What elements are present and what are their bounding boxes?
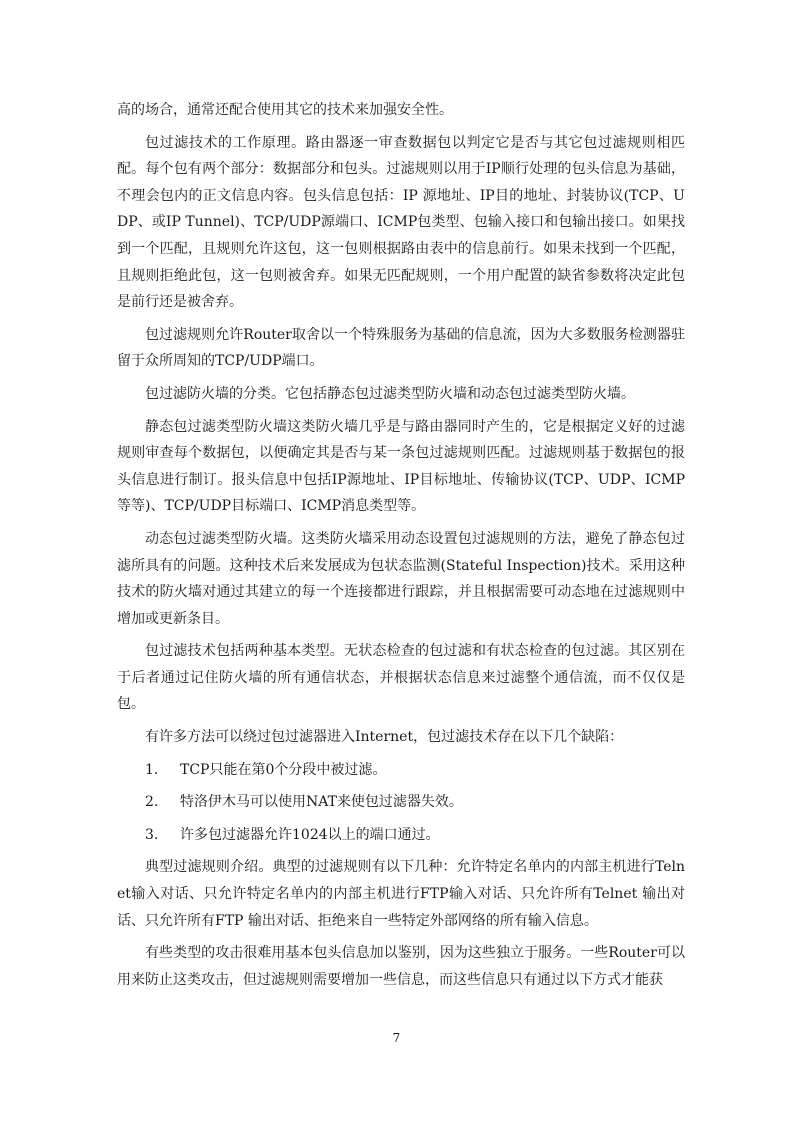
list-item-text: 特洛伊木马可以使用NAT来使包过滤器失效。: [180, 794, 463, 811]
paragraph: 有许多方法可以绕过包过滤器进入Internet，包过滤技术存在以下几个缺陷：: [145, 729, 624, 746]
list-item: [117, 757, 685, 784]
list-item: [117, 822, 685, 849]
paragraph: 包过滤技术包括两种基本类型。无状态检查的包过滤和有状态检查的包过滤。其区别在于后者通过记住防火墙的所有通信状态，并根据状态信息来过滤整个通信流，而不仅仅是包。: [117, 643, 685, 713]
paragraph: 典型过滤规则介绍。典型的过滤规则有以下几种：允许特定名单内的内部主机进行Telnet输入对话、只允许特定名单内的内部主机进行FTP输入对话、只允许所有Telnet 输出对话、只允许所有FTP 输出对话、拒绝来自一些特定外部网络的所有输入信息。: [117, 859, 685, 929]
paragraph: 有些类型的攻击很难用基本包头信息加以鉴别，因为这些独立于服务。一些Router可以用来防止这类攻击，但过滤规则需要增加一些信息，而这些信息只有通过以下方式才能获: [117, 945, 685, 988]
paragraph: 包过滤防火墙的分类。它包括静态包过滤类型防火墙和动态包过滤类型防火墙。: [145, 385, 635, 402]
page-number: 7: [392, 1031, 401, 1045]
body-text-before-list: [117, 97, 685, 751]
numbered-list: [117, 757, 685, 849]
paragraph: 高的场合，通常还配合使用其它的技术来加强安全性。: [117, 102, 453, 118]
paragraph: 静态包过滤类型防火墙这类防火墙几乎是与路由器同时产生的，它是根据定义好的过滤规则审查每个数据包，以便确定其是否与某一条包过滤规则匹配。过滤规则基于数据包的报头信息进行制订。报头信息中包括IP源地址、IP目标地址、传输协议(TCP、UDP、ICMP等等)、TCP/UDP目标端口、ICMP消息类型等。: [117, 418, 685, 515]
list-item: [117, 789, 685, 816]
list-item-text: 许多包过滤器允许1024以上的端口通过。: [180, 826, 440, 843]
paragraph: 包过滤规则允许Router取舍以一个特殊服务为基础的信息流，因为大多数服务检测器驻留于众所周知的TCP/UDP端口。: [117, 326, 685, 370]
list-item-text: TCP只能在第0个分段中被过滤。: [180, 761, 387, 778]
list-item-number: 1.: [145, 761, 159, 778]
paragraph: 动态包过滤类型防火墙。这类防火墙采用动态设置包过滤规则的方法，避免了静态包过滤所具有的问题。这种技术后来发展成为包状态监测(Stateful Inspection)技术。采用这种技术的防火墙对通过其建立的每一个连接都进行跟踪，并且根据需要可动态地在过滤规则中增加或更新条目。: [117, 530, 685, 627]
list-item-number: 3.: [145, 826, 159, 843]
paragraph: 包过滤技术的工作原理。路由器逐一审查数据包以判定它是否与其它包过滤规则相匹配。每个包有两个部分：数据部分和包头。过滤规则以用于IP顺行处理的包头信息为基础，不理会包内的正文信息内容。包头信息包括：IP 源地址、IP目的地址、封装协议(TCP、UDP、或IP Tunnel)、TCP/UDP源端口、ICMP包类型、包输入接口和包输出接口。如果找到一个匹配，且规则允许这包，这一包则根据路由表中的信息前行。如果未找到一个匹配，且规则拒绝此包，这一包则被舍弃。如果无匹配规则，一个用户配置的缺省参数将决定此包是前行还是被舍弃。: [117, 134, 685, 311]
page-content: [117, 97, 685, 999]
list-item-number: 2.: [145, 794, 159, 811]
body-text-after-list: [117, 854, 685, 993]
